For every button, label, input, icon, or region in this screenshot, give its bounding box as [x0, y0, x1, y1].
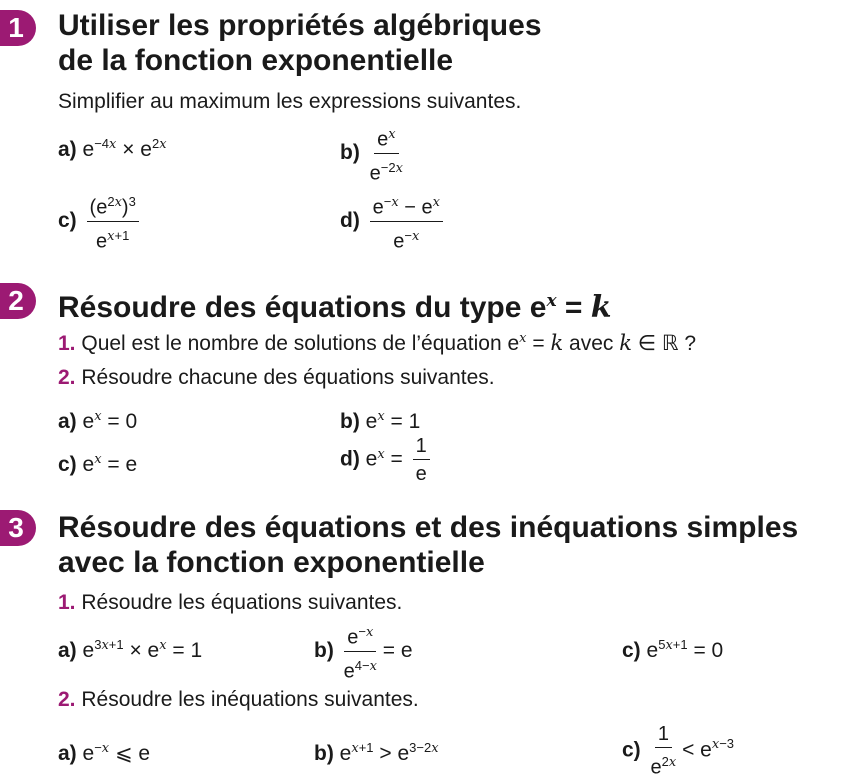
- s3-question-2: 2. Résoudre les inéquations suivantes.: [58, 688, 419, 711]
- section-title-1: Utiliser les propriétés algébriques de la fonction exponentielle: [58, 9, 542, 77]
- s3-q1-item-b: b) $\frac{e^{-x}}{e^{4-x}}$ = e: [314, 620, 413, 683]
- section-title-2: Résoudre des équations du type $e^x = k$: [58, 290, 612, 325]
- s2-question-2: 2. Résoudre chacune des équations suivantes.: [58, 366, 495, 389]
- section-number-1: 1: [0, 10, 36, 46]
- section-number-2: 2: [0, 283, 36, 319]
- s3-q2-item-b: b) $e^{x+1} > e^{3-2x}$: [314, 740, 439, 765]
- s1-item-a: a) $e^{-4x} \times e^{2x}$: [58, 136, 167, 161]
- s2-item-d: d) $e^x$ = $\frac{1}{e}$: [340, 434, 430, 486]
- s1-item-b: b) $\frac{e^x}{e^{-2x}}$: [340, 122, 403, 185]
- section-title-3: Résoudre des équations et des inéquations simples avec la fonction exponentielle: [58, 511, 799, 579]
- s3-q1-item-a: a) $e^{3x+1} \times e^x = 1$: [58, 637, 203, 662]
- s3-q1-item-c: c) $e^{5x+1} = 0$: [622, 637, 724, 662]
- s3-question-1: 1. Résoudre les équations suivantes.: [58, 591, 403, 614]
- s2-item-a: a) $e^x = 0$: [58, 409, 138, 433]
- s2-item-b: b) $e^x = 1$: [340, 409, 421, 433]
- section-1-intro: Simplifier au maximum les expressions suivantes.: [58, 90, 522, 113]
- s1-item-c: c) $\frac{(e^{2x})^3}{e^{x+1}}$: [58, 190, 139, 253]
- s2-question-1: 1. Quel est le nombre de solutions de l’équation $e^x = k$ avec k ∈ ℝ ?: [58, 331, 697, 355]
- s3-q2-item-a: a) $e^{-x}$ ⩽ e: [58, 740, 151, 765]
- s1-item-d: d) $\frac{e^{-x} - e^x}{e^{-x}}$: [340, 190, 443, 253]
- s2-item-c: c) $e^x = e$: [58, 452, 138, 476]
- section-number-3: 3: [0, 510, 36, 546]
- s3-q2-item-c: c) $\frac{1}{e^{2x}}$ < $e^{x-3}$: [622, 723, 735, 779]
